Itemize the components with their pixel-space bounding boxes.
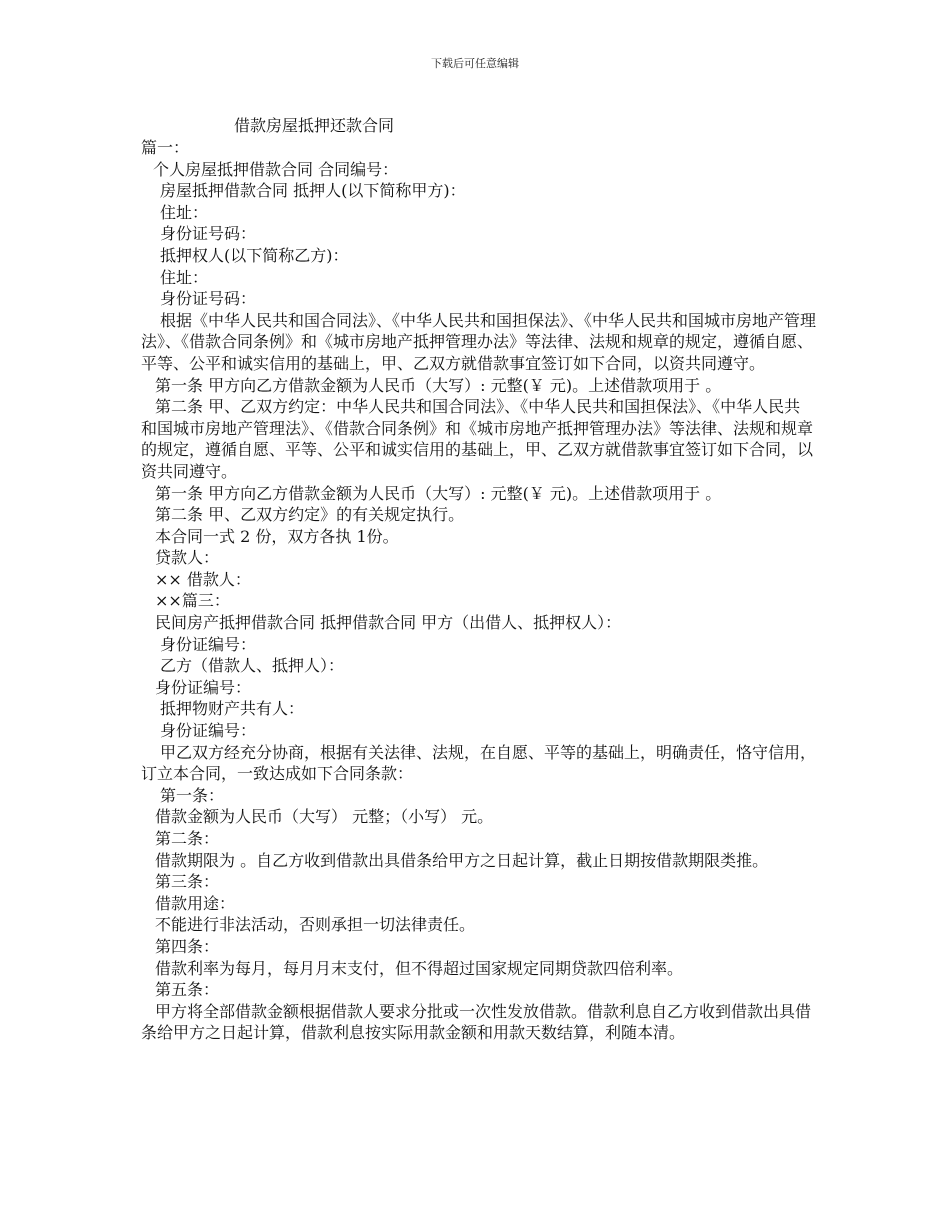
article-paragraph: 借款期限为 。自乙方收到借款出具借条给甲方之日起计算，截止日期按借款期限类推。	[155, 850, 769, 870]
article-label: 第二条：	[155, 829, 220, 848]
article-label: 第一条：	[160, 785, 225, 805]
mortgagee-line: 抵押权人(以下简称乙方)：	[160, 245, 349, 265]
contract-heading: 个人房屋抵押借款合同 合同编号：	[153, 159, 399, 179]
copies-line: 本合同一式 2 份，双方各执 1份。	[155, 526, 399, 546]
article-label: 第三条：	[155, 872, 220, 892]
id-number-field: 身份证编号：	[155, 677, 252, 697]
article-paragraph: 第一条 甲方向乙方借款金额为人民币（大写）: 元整(￥ 元)。上述借款项用于 。	[155, 375, 722, 395]
article-label: 第五条：	[155, 980, 220, 1000]
borrower-signature-line: ×× 借款人：	[155, 569, 251, 589]
page-header-note: 下载后可任意编辑	[431, 57, 519, 70]
article-label: 第四条：	[155, 936, 220, 956]
id-number-field: 身份证编号：	[160, 634, 257, 654]
address-field: 住址：	[160, 202, 209, 222]
agreement-paragraph: 甲乙双方经充分协商，根据有关法律、法规，在自愿、平等的基础上，明确责任，恪守信用，订立本合同，一致达成如下合同条款：	[141, 742, 817, 784]
mortgagor-line: 房屋抵押借款合同 抵押人(以下简称甲方)：	[160, 181, 466, 201]
id-number-field: 身份证号码：	[160, 289, 257, 309]
id-number-field: 身份证编号：	[160, 721, 257, 741]
preamble-paragraph: 根据《中华人民共和国合同法》、《中华人民共和国担保法》、《中华人民共和国城市房地产管理法》、《借款合同条例》和《城市房地产抵押管理办法》等法律、法规和规章的规定，遵循自愿、平等、公平和诚实信用的基础上，甲、乙双方就借款事宜签订如下合同，以资共同遵守。	[141, 310, 817, 373]
article-paragraph: 借款用途：	[155, 893, 236, 913]
article-paragraph: 不能进行非法活动，否则承担一切法律责任。	[155, 915, 476, 935]
article-paragraph: 第一条 甲方向乙方借款金额为人民币（大写）: 元整(￥ 元)。上述借款项用于 。	[155, 483, 722, 503]
co-owner-line: 抵押物财产共有人：	[160, 699, 305, 719]
address-field: 住址：	[160, 267, 209, 287]
document-title: 借款房屋抵押还款合同	[234, 116, 395, 135]
section-label: ××篇三：	[155, 591, 230, 611]
article-paragraph: 借款金额为人民币（大写） 元整；（小写） 元。	[155, 807, 494, 827]
id-number-field: 身份证号码：	[160, 224, 257, 244]
article-paragraph: 第二条 甲、乙双方约定》的有关规定执行。	[155, 505, 465, 525]
article-paragraph: 甲方将全部借款金额根据借款人要求分批或一次性发放借款。借款利息自乙方收到借款出具借条给甲方之日起计算，借款利息按实际用款金额和用款天数结算，利随本清。	[141, 1001, 812, 1043]
party-b-line: 乙方（借款人、抵押人）：	[160, 656, 345, 676]
article-paragraph: 借款利率为每月，每月月末支付，但不得超过国家规定同期贷款四倍利率。	[155, 958, 684, 978]
section-label: 篇一：	[141, 138, 190, 157]
contract-heading: 民间房产抵押借款合同 抵押借款合同 甲方（出借人、抵押权人）：	[155, 613, 622, 633]
article-paragraph: 第二条 甲、乙双方约定：中华人民共和国合同法》、《中华人民共和国担保法》、《中华人民共和国城市房地产管理法》、《借款合同条例》和《城市房地产抵押管理办法》等法律、法规和规章的规定，遵循自愿、平等、公平和诚实信用的基础上，甲、乙双方就借款事宜签订如下合同，以资共同遵守。	[141, 397, 814, 481]
document-body	[141, 114, 816, 1044]
lender-signature-line: 贷款人：	[155, 548, 220, 568]
